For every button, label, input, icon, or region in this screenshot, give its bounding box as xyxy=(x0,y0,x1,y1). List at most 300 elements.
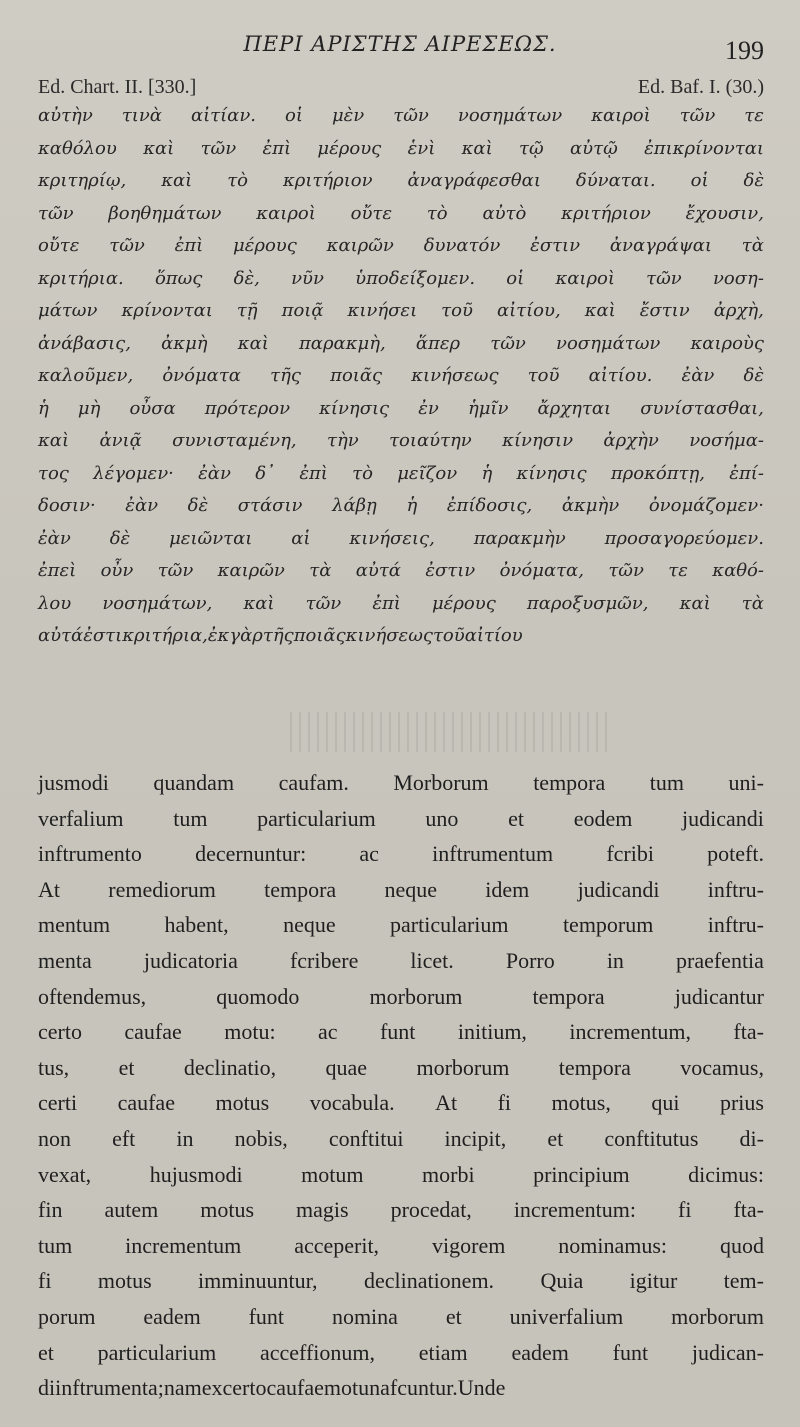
latin-text-line xyxy=(38,1019,764,1055)
word: univerfalium xyxy=(509,1303,624,1329)
word: inftrumenta; xyxy=(55,1375,164,1401)
latin-text-line xyxy=(38,806,764,842)
word: magis xyxy=(296,1197,349,1223)
word: καιρῶν xyxy=(326,235,394,256)
word: προσαγορεύομεν. xyxy=(604,527,764,549)
word: ὅπως xyxy=(154,267,203,289)
word: fi xyxy=(38,1268,52,1294)
word: ἐστι xyxy=(83,625,123,646)
word: μάτων xyxy=(38,300,98,321)
greek-text-line xyxy=(38,495,764,528)
word: tempora xyxy=(533,770,606,795)
latin-text-line xyxy=(38,877,764,913)
word: ὀνομάζομεν· xyxy=(648,495,764,516)
word: ἐπὶ xyxy=(372,592,401,614)
word: οἱ xyxy=(506,267,525,289)
word: τῶν xyxy=(679,105,716,126)
word: oftendemus, xyxy=(38,983,147,1009)
word: ac xyxy=(359,841,379,867)
word: fta- xyxy=(733,1197,764,1223)
word: incrementum: xyxy=(513,1197,636,1223)
word: μέρους xyxy=(317,137,382,159)
greek-text-line xyxy=(38,203,764,236)
greek-text-line xyxy=(38,528,764,561)
greek-text-line xyxy=(38,365,764,398)
word: αὐτῷ xyxy=(570,137,618,159)
word: eft xyxy=(112,1125,136,1151)
word: poteft. xyxy=(707,841,764,867)
word: motu xyxy=(323,1375,370,1401)
word: vexat, xyxy=(38,1161,92,1187)
word: declinationem. xyxy=(363,1268,495,1294)
word: νοσημάτων xyxy=(556,332,661,354)
word: ἐπὶ xyxy=(262,137,292,159)
word: πρότερον xyxy=(204,397,291,419)
word: δυνατόν xyxy=(423,235,501,256)
word: judican- xyxy=(691,1339,764,1365)
word: τῶν xyxy=(608,560,644,581)
latin-text-line xyxy=(38,1197,764,1233)
word: habent, xyxy=(164,912,229,938)
word: tum xyxy=(649,770,685,795)
word: motus xyxy=(215,1090,270,1116)
word: ποιᾷ xyxy=(281,300,324,321)
word: inftru- xyxy=(707,912,764,938)
word: δὲ, xyxy=(233,267,260,289)
word: tempora xyxy=(264,876,337,902)
word: αἰτίου, xyxy=(496,300,561,321)
word: ποιᾶς xyxy=(330,365,383,386)
word: καὶ xyxy=(237,332,269,354)
word: tempora xyxy=(532,983,605,1009)
word: fta- xyxy=(733,1019,764,1045)
word: αἰτίου xyxy=(464,625,523,646)
word: Quia xyxy=(540,1268,584,1294)
word: μέρους xyxy=(431,592,496,614)
word: καθόλου xyxy=(38,137,117,159)
word: ἡ xyxy=(481,462,493,484)
word: κριτήριον xyxy=(282,170,373,191)
word: funt xyxy=(612,1339,649,1365)
latin-text-line xyxy=(38,1340,764,1376)
word: οἱ xyxy=(690,170,709,191)
word: ἐπὶ xyxy=(299,462,328,484)
word: fcribere xyxy=(289,947,359,973)
word: mentum xyxy=(38,912,111,938)
word: funt xyxy=(248,1303,285,1329)
word: τῶν xyxy=(38,202,74,224)
greek-text-line xyxy=(38,560,764,593)
word: τῷ xyxy=(519,137,544,159)
word: ἀρχὴν xyxy=(603,430,659,451)
running-title: ΠΕΡΙ ΑΡΙΣΤΗΣ ΑΙΡΕΣΕΩΣ. xyxy=(243,32,557,56)
word: ἐν xyxy=(418,397,439,419)
word: νοση- xyxy=(712,267,764,289)
word: ἑνὶ xyxy=(407,137,436,159)
word: procedat, xyxy=(390,1197,472,1223)
word: κινήσεως xyxy=(411,365,499,386)
word: At xyxy=(38,876,60,902)
latin-text-line xyxy=(38,948,764,984)
word: vigorem xyxy=(432,1232,506,1258)
word: ἐὰν xyxy=(198,462,231,484)
word: γὰρ xyxy=(229,625,263,646)
word: quae xyxy=(325,1054,368,1080)
word: certi xyxy=(38,1090,78,1116)
greek-text-line xyxy=(38,463,764,496)
word: ἀνιᾷ xyxy=(99,430,142,451)
word: ac xyxy=(318,1019,338,1045)
greek-text-line xyxy=(38,268,764,301)
latin-text-line xyxy=(38,841,764,877)
word: συνισταμένη, xyxy=(172,430,297,451)
word: κινήσει xyxy=(347,300,418,321)
word: quandam xyxy=(153,770,235,795)
word: tum xyxy=(38,1232,73,1258)
latin-text-line xyxy=(38,1090,764,1126)
word: porum xyxy=(38,1303,96,1329)
greek-text-line xyxy=(38,593,764,626)
greek-text-block xyxy=(38,105,764,658)
word: τῶν xyxy=(490,332,526,354)
word: ἐὰν xyxy=(38,527,71,549)
word: τοῦ xyxy=(527,365,560,386)
word: funt xyxy=(379,1019,416,1045)
word: judicandi xyxy=(682,805,764,831)
word: λου xyxy=(38,592,72,614)
word: igitur xyxy=(629,1268,678,1294)
word: ὀνόματα, xyxy=(499,560,584,581)
word: temporum xyxy=(562,912,654,938)
word: τῶν xyxy=(393,105,429,126)
word: τῆς xyxy=(262,625,294,646)
latin-text-line xyxy=(38,1375,764,1411)
greek-text-line xyxy=(38,235,764,268)
word: motu: xyxy=(224,1019,276,1045)
word: morborum xyxy=(671,1303,764,1329)
word: δοσιν· xyxy=(38,495,96,516)
word: motus xyxy=(97,1268,152,1294)
word: κινήσεις, xyxy=(349,527,435,549)
word: λάβῃ xyxy=(332,495,377,516)
word: tus, xyxy=(38,1054,70,1080)
word: morborum xyxy=(416,1054,510,1080)
word: προκόπτῃ, xyxy=(610,462,706,484)
word: τὴν xyxy=(327,430,359,451)
word: ἐπεὶ xyxy=(38,560,77,581)
word: motum xyxy=(301,1161,364,1187)
word: qui xyxy=(651,1090,680,1116)
word: ἀκμὴ xyxy=(161,332,208,354)
word: οἱ xyxy=(285,105,303,126)
word: ἔχουσιν, xyxy=(685,202,764,224)
word: αὐτά xyxy=(355,560,401,581)
edition-reference-right: Ed. Baf. I. (30.) xyxy=(637,76,764,98)
word: τῶν xyxy=(646,267,682,289)
word: παροξυσμῶν, xyxy=(526,592,649,614)
greek-text-line xyxy=(38,300,764,333)
word: morborum xyxy=(369,983,463,1009)
word: ἐπικρίνονται xyxy=(644,137,764,159)
word: caufae xyxy=(124,1019,182,1045)
word: καὶ xyxy=(143,137,175,159)
word: τὸ xyxy=(352,462,373,484)
word: μέρους xyxy=(233,235,297,256)
word: κινήσεως xyxy=(345,625,433,646)
word: καὶ xyxy=(161,170,193,191)
word: ἀναγράφεσθαι xyxy=(407,170,541,191)
word: in xyxy=(606,947,624,973)
word: τῶν xyxy=(200,137,237,159)
word: incipit, xyxy=(444,1125,507,1151)
word: δὲ xyxy=(187,495,209,516)
word: ὑποδείξομεν. xyxy=(355,267,476,289)
word: καιροὶ xyxy=(256,202,316,224)
word: certo xyxy=(38,1019,82,1045)
word: μειῶνται xyxy=(169,527,253,549)
word: ποιᾶς xyxy=(293,625,346,646)
word: κριτηρίῳ, xyxy=(38,170,127,191)
word: τῶν xyxy=(109,235,145,256)
word: αἰτίαν. xyxy=(190,105,257,126)
word: κριτήρια. xyxy=(38,267,124,289)
word: nominamus: xyxy=(558,1232,668,1258)
word: ἀνάβασις, xyxy=(38,332,131,354)
word: quomodo xyxy=(216,983,300,1009)
greek-text-line xyxy=(38,398,764,431)
word: καιροὶ xyxy=(591,105,651,126)
word: caufae xyxy=(266,1375,324,1401)
word: particularium xyxy=(97,1339,217,1365)
word: conftitutus xyxy=(604,1125,699,1151)
word: vocabula. xyxy=(309,1090,395,1116)
word: di xyxy=(38,1375,56,1401)
word: τὰ xyxy=(309,560,332,581)
word: inftru- xyxy=(707,876,764,902)
word: αἰτίου. xyxy=(588,365,653,386)
word: incrementum, xyxy=(569,1019,691,1045)
word: neque xyxy=(384,876,437,902)
word: nobis, xyxy=(234,1125,288,1151)
word: initium, xyxy=(457,1019,527,1045)
word: particularium xyxy=(390,912,509,938)
word: fi xyxy=(678,1197,692,1223)
word: menta xyxy=(38,947,92,973)
word: ἀναγράψαι xyxy=(609,235,712,256)
word: acceffionum, xyxy=(259,1339,376,1365)
word: αἱ xyxy=(291,527,311,549)
word: οὔτε xyxy=(350,202,393,224)
word: παρακμὴ, xyxy=(298,332,386,354)
word: imminuuntur, xyxy=(198,1268,318,1294)
word: inftrumentum xyxy=(432,841,554,867)
word: eadem xyxy=(511,1339,569,1365)
word: τῆς xyxy=(270,365,301,386)
word: nam xyxy=(163,1375,202,1401)
word: ex xyxy=(201,1375,223,1401)
word: ἡ xyxy=(406,495,418,516)
word: κρίνονται xyxy=(121,300,213,321)
word: ἐὰν xyxy=(681,365,715,386)
latin-text-block xyxy=(38,770,764,1411)
word: decernuntur: xyxy=(195,841,307,867)
word: ἡμῖν xyxy=(467,397,509,419)
word: vocamus, xyxy=(680,1054,764,1080)
latin-text-line xyxy=(38,1162,764,1198)
word: tempora xyxy=(558,1054,631,1080)
latin-text-line xyxy=(38,1268,764,1304)
word: et xyxy=(547,1125,564,1151)
word: tum xyxy=(173,805,208,831)
word: ἐπὶ xyxy=(174,235,204,256)
word: δὲ xyxy=(743,170,764,191)
word: etiam xyxy=(418,1339,468,1365)
word: nomina xyxy=(331,1303,398,1329)
word: καὶ xyxy=(461,137,493,159)
word: jusmodi xyxy=(38,770,109,795)
word: principium xyxy=(533,1161,630,1187)
word: αὐτὸ xyxy=(482,202,527,224)
greek-text-line xyxy=(38,105,764,138)
word: τὸ xyxy=(426,202,448,224)
latin-text-line xyxy=(38,1126,764,1162)
word: judicatoria xyxy=(143,947,238,973)
word: μεῖζον xyxy=(397,462,458,484)
word: συνίστασθαι, xyxy=(640,397,764,419)
word: καιροὺς xyxy=(690,332,764,354)
word: At xyxy=(435,1090,458,1116)
word: conftitui xyxy=(328,1125,404,1151)
latin-text-line xyxy=(38,984,764,1020)
word: τινὰ xyxy=(121,105,162,126)
word: ἅπερ xyxy=(415,332,461,354)
word: τος xyxy=(38,462,69,484)
word: κίνησις xyxy=(319,397,390,419)
word: in xyxy=(176,1125,194,1151)
word: particularium xyxy=(257,805,376,831)
word: fin xyxy=(38,1197,63,1223)
word: δύναται. xyxy=(575,170,656,191)
word: μὴ xyxy=(77,397,101,419)
word: βοηθημάτων xyxy=(108,202,222,224)
word: judicandi xyxy=(577,876,660,902)
word: ἀκμὴν xyxy=(561,495,620,516)
word: prius xyxy=(719,1090,764,1116)
word: ἐστιν xyxy=(530,235,581,256)
latin-text-line xyxy=(38,912,764,948)
word: non xyxy=(38,1125,71,1151)
word: οὔτε xyxy=(38,235,80,256)
word: di- xyxy=(739,1125,764,1151)
word: licet. xyxy=(410,947,454,973)
word: eadem xyxy=(143,1303,201,1329)
edition-reference-left: Ed. Chart. II. [330.] xyxy=(38,76,197,98)
word: Porro xyxy=(505,947,555,973)
ink-bleed-through xyxy=(290,712,610,752)
page-number: 199 xyxy=(725,36,764,65)
word: idem xyxy=(485,876,530,902)
word: remediorum xyxy=(108,876,216,902)
word: τὸ xyxy=(227,170,248,191)
word: ἔστιν xyxy=(639,300,690,321)
word: στάσιν xyxy=(237,495,303,516)
word: acceperit, xyxy=(294,1232,380,1258)
word: ἐκ xyxy=(207,625,230,646)
word: αὐτά xyxy=(38,625,84,646)
word: certo xyxy=(222,1375,267,1401)
word: neque xyxy=(283,912,336,938)
word: νοσημάτων xyxy=(457,105,563,126)
word: ἀρχὴ, xyxy=(713,300,764,321)
word: motus, xyxy=(551,1090,611,1116)
word: morbi xyxy=(422,1161,475,1187)
word: uni- xyxy=(728,770,764,795)
word: Morborum xyxy=(393,770,489,795)
word: ἐὰν xyxy=(125,495,159,516)
word: quod xyxy=(719,1232,764,1258)
latin-text-line xyxy=(38,1055,764,1091)
word: νοσημάτων, xyxy=(102,592,213,614)
word: Unde xyxy=(457,1375,506,1401)
word: eodem xyxy=(573,805,633,831)
word: κριτήριον xyxy=(561,202,651,224)
word: τε xyxy=(668,560,688,581)
word: δὲ xyxy=(743,365,764,386)
word: et xyxy=(445,1303,462,1329)
word: λέγομεν· xyxy=(93,462,174,484)
word: ἄρχηται xyxy=(537,397,612,419)
greek-text-line xyxy=(38,138,764,171)
latin-text-line xyxy=(38,1304,764,1340)
word: κριτήρια, xyxy=(122,625,208,646)
word: τῶν xyxy=(157,560,194,581)
word: οὖσα xyxy=(129,397,176,419)
word: κίνησιν xyxy=(502,430,574,451)
word: τε xyxy=(744,105,764,126)
word: δὲ xyxy=(109,527,131,549)
word: ἐπίδοσις, xyxy=(446,495,533,516)
word: καθό- xyxy=(712,560,764,581)
word: incrementum xyxy=(125,1232,242,1258)
word: et xyxy=(508,805,524,831)
word: καὶ xyxy=(679,592,711,614)
greek-text-line xyxy=(38,333,764,366)
word: judicantur xyxy=(674,983,764,1009)
word: caufam. xyxy=(278,770,349,795)
word: ὀνόματα xyxy=(162,365,241,386)
word: et xyxy=(38,1339,54,1365)
word: declinatio, xyxy=(183,1054,277,1080)
word: et xyxy=(118,1054,135,1080)
word: τοῦ xyxy=(432,625,465,646)
word: καὶ xyxy=(584,300,616,321)
word: inftrumento xyxy=(38,841,142,867)
latin-text-line xyxy=(38,770,764,806)
word: κίνησις xyxy=(516,462,587,484)
word: verfalium xyxy=(38,805,124,831)
word: καὶ xyxy=(38,430,70,451)
word: autem xyxy=(104,1197,159,1223)
word: praefentia xyxy=(676,947,764,973)
word: τοιαύτην xyxy=(389,430,472,451)
greek-text-line xyxy=(38,625,764,658)
word: καὶ xyxy=(243,592,275,614)
word: τῶν xyxy=(305,592,342,614)
word: ἡ xyxy=(38,397,49,419)
word: hujusmodi xyxy=(149,1161,243,1187)
word: οὖν xyxy=(100,560,134,581)
word: νῦν xyxy=(291,267,324,289)
